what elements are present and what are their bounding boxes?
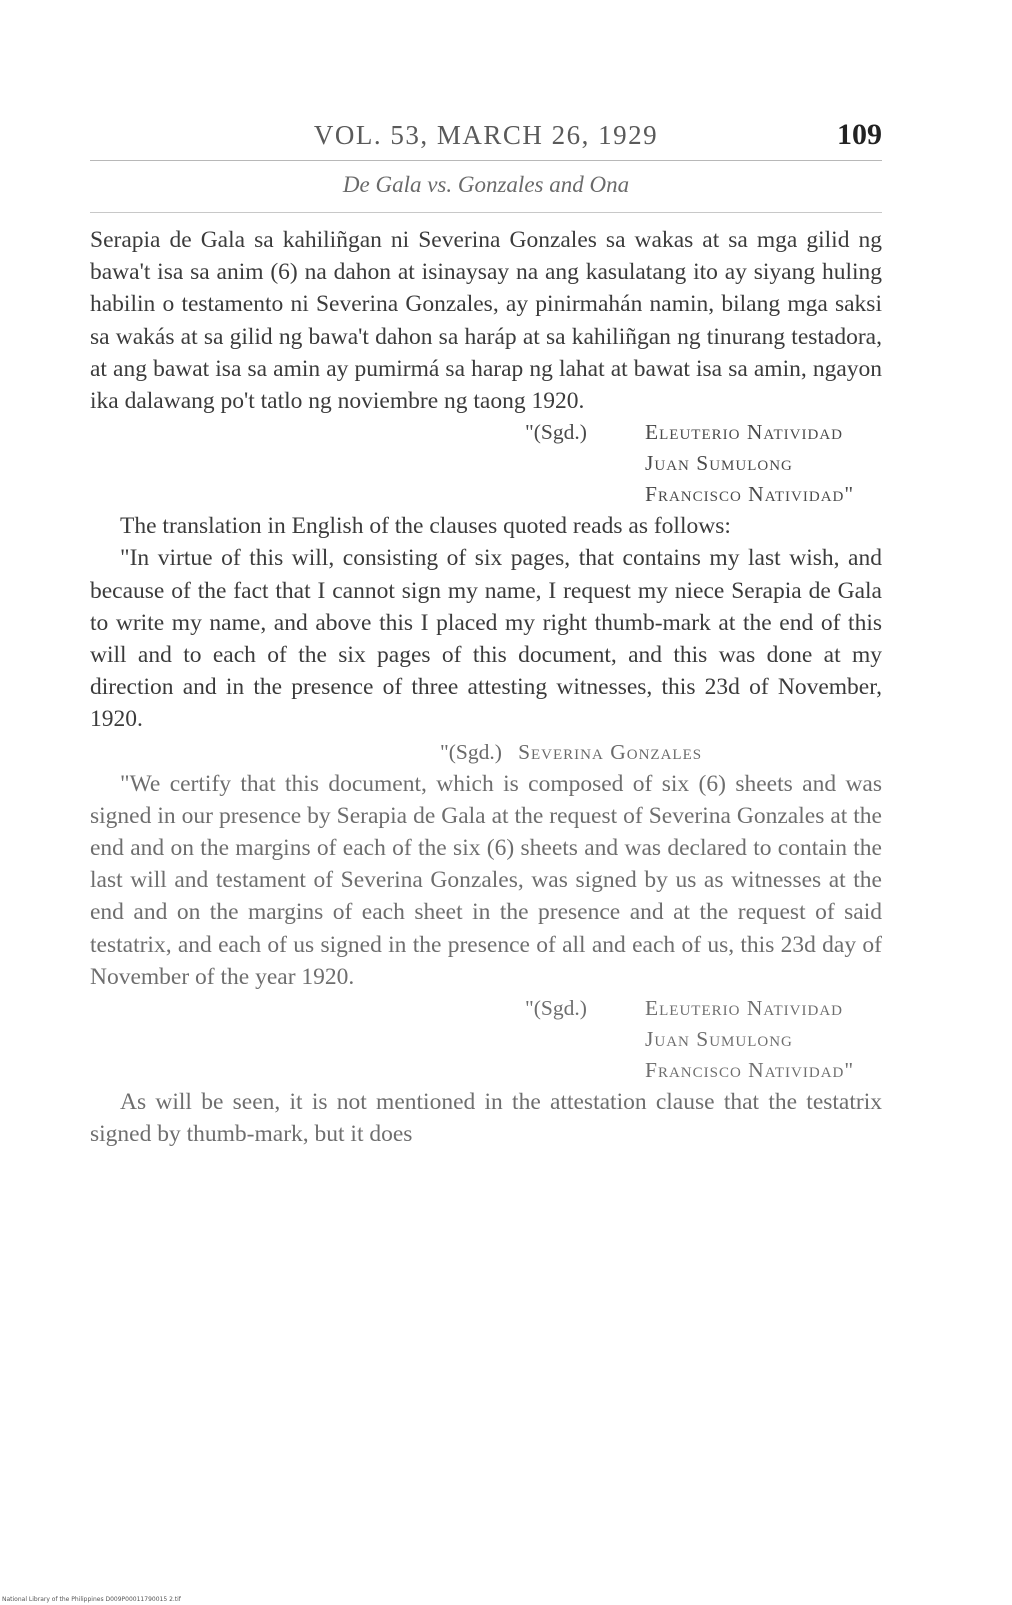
signature-testatrix bbox=[90, 736, 882, 768]
witness-name: Eleuterio Natividad bbox=[645, 996, 844, 1021]
body-text bbox=[90, 224, 882, 1150]
translation-intro: The translation in English of the clauses quoted reads as follows: bbox=[120, 513, 731, 540]
sgd-label: "(Sgd.) bbox=[440, 739, 502, 764]
testatrix-name: Severina Gonzales bbox=[518, 739, 703, 764]
will-clause: "In virtue of this will, consisting of six pages, that contains my last wish, and because of the fact that I cannot sign my name, I request my niece Serapia de Gala to write my name, and above this I placed my right thumb-mark at the end of this will and to each of the six pages of this document, and this was done at my direction and in the presence of three attesting witnesses, this 23d of November, 1920. bbox=[90, 545, 882, 733]
page-number: 109 bbox=[837, 118, 882, 151]
page-header bbox=[90, 120, 882, 160]
closing-paragraph: As will be seen, it is not mentioned in the attestation clause that the testatrix signed by thumb-mark, but it does bbox=[90, 1089, 882, 1148]
witness-name: Juan Sumulong bbox=[645, 1027, 793, 1052]
case-title: De Gala vs. Gonzales and Ona bbox=[342, 172, 630, 197]
attestation-clause: "We certify that this document, which is composed of six (6) sheets and was signed in our presence by Serapia de Gala at the request of Severina Gonzales at the end and on the margins of each of the six (6) sheets and was declared to contain the last will and testament of Severina Gonzales, was signed by us as witnesses at the end and on the margins of each sheet in the presence and at the request of said testatrix, and each of us signed in the presence of all and each of us, this 23d day of November of the year 1920. bbox=[90, 770, 882, 990]
witness-name: Francisco Natividad" bbox=[645, 1058, 855, 1083]
header-rule bbox=[90, 160, 882, 161]
witness-name: Francisco Natividad" bbox=[645, 482, 855, 507]
running-head: VOL. 53, MARCH 26, 1929 bbox=[313, 120, 659, 150]
case-title-rule bbox=[90, 212, 882, 213]
signature-block-1 bbox=[90, 417, 882, 510]
scan-credit: National Library of the Philippines D009P00011790015 2.tif bbox=[2, 1596, 181, 1603]
tagalog-clause: Serapia de Gala sa kahiliñgan ni Severina Gonzales sa wakas at sa mga gilid ng bawa't isa sa anim (6) na dahon at isinaysay na ang kasulatang ito ay siyang huling habilin o testamento ni Severina Gonzales, ay pinirmahán namin, bilang mga saksi sa wakás at sa gilid ng bawa't dahon sa haráp at sa kahiliñgan ng tinurang testadora, at ang bawat isa sa amin ay pumirmá sa harap ng lahat at bawat isa sa amin, ngayon ika dalawang po't tatlo ng noviembre ng taong 1920. bbox=[90, 227, 882, 415]
sgd-label: "(Sgd.) bbox=[525, 420, 587, 445]
sgd-label: "(Sgd.) bbox=[525, 996, 587, 1021]
witness-name: Juan Sumulong bbox=[645, 451, 793, 476]
signature-block-2 bbox=[90, 993, 882, 1086]
witness-name: Eleuterio Natividad bbox=[645, 420, 844, 445]
